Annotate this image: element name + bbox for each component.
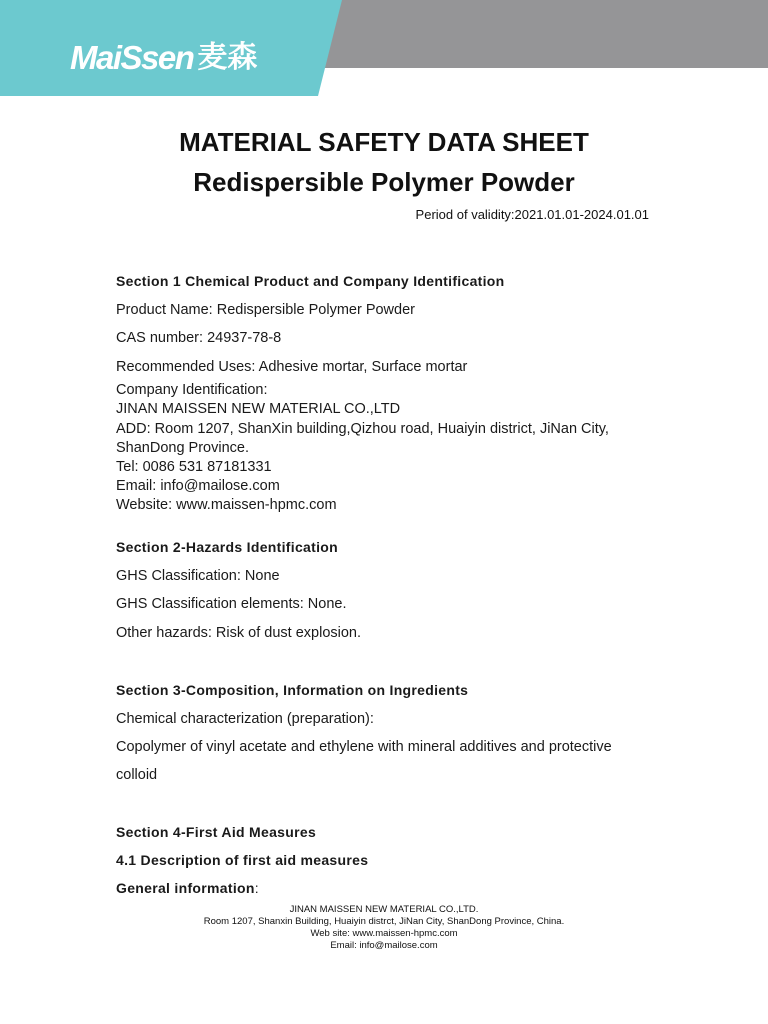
page-header [0,0,768,96]
ghs-classification: GHS Classification: None [116,568,280,584]
company-logo [70,38,257,78]
footer-address: Room 1207, Shanxin Building, Huaiyin distrct, JiNan City, ShanDong Province, China. [203,916,565,927]
ghs-elements: GHS Classification elements: None. [116,596,347,612]
recommended-uses: Recommended Uses: Adhesive mortar, Surface mortar [116,359,468,375]
company-identification-label: Company Identification: [116,382,268,398]
section3-heading: Section 3-Composition, Information on Ingredients [116,682,469,698]
company-address-line1: ADD: Room 1207, ShanXin building,Qizhou road, Huaiyin district, JiNan City, [116,421,609,437]
document-title: MATERIAL SAFETY DATA SHEET [179,127,589,157]
company-website: Website: www.maissen-hpmc.com [116,497,337,513]
footer-company: JINAN MAISSEN NEW MATERIAL CO.,LTD. [289,904,479,915]
general-information-label [116,880,259,896]
chemical-characterization: Chemical characterization (preparation): [116,711,374,727]
logo-latin-text: MaiSsen [70,39,194,76]
general-information-colon: : [254,880,259,896]
company-tel: Tel: 0086 531 87181331 [116,459,272,475]
document-subtitle: Redispersible Polymer Powder [193,167,575,197]
validity-period: Period of validity:2021.01.01-2024.01.01 [415,207,649,222]
copolymer-line2: colloid [116,767,158,783]
company-email: Email: info@mailose.com [116,478,280,494]
other-hazards: Other hazards: Risk of dust explosion. [116,625,362,641]
section1-heading: Section 1 Chemical Product and Company Identification [116,273,505,289]
header-gray-band [300,0,768,68]
general-information-text: General information [116,880,255,896]
copolymer-line1: Copolymer of vinyl acetate and ethylene with mineral additives and protective [116,739,612,755]
company-address-line2: ShanDong Province. [116,440,249,456]
section4-heading: Section 4-First Aid Measures [116,824,317,840]
logo-cjk-text: 麦森 [197,41,258,74]
section4-subheading: 4.1 Description of first aid measures [116,852,369,868]
company-name: JINAN MAISSEN NEW MATERIAL CO.,LTD [116,401,401,417]
cas-number: CAS number: 24937-78-8 [116,330,282,346]
footer-website: Web site: www.maissen-hpmc.com [310,928,458,939]
footer-email: Email: info@mailose.com [330,940,438,951]
section2-heading: Section 2-Hazards Identification [116,539,338,555]
page-footer [0,904,768,952]
product-name: Product Name: Redispersible Polymer Powder [116,302,415,318]
